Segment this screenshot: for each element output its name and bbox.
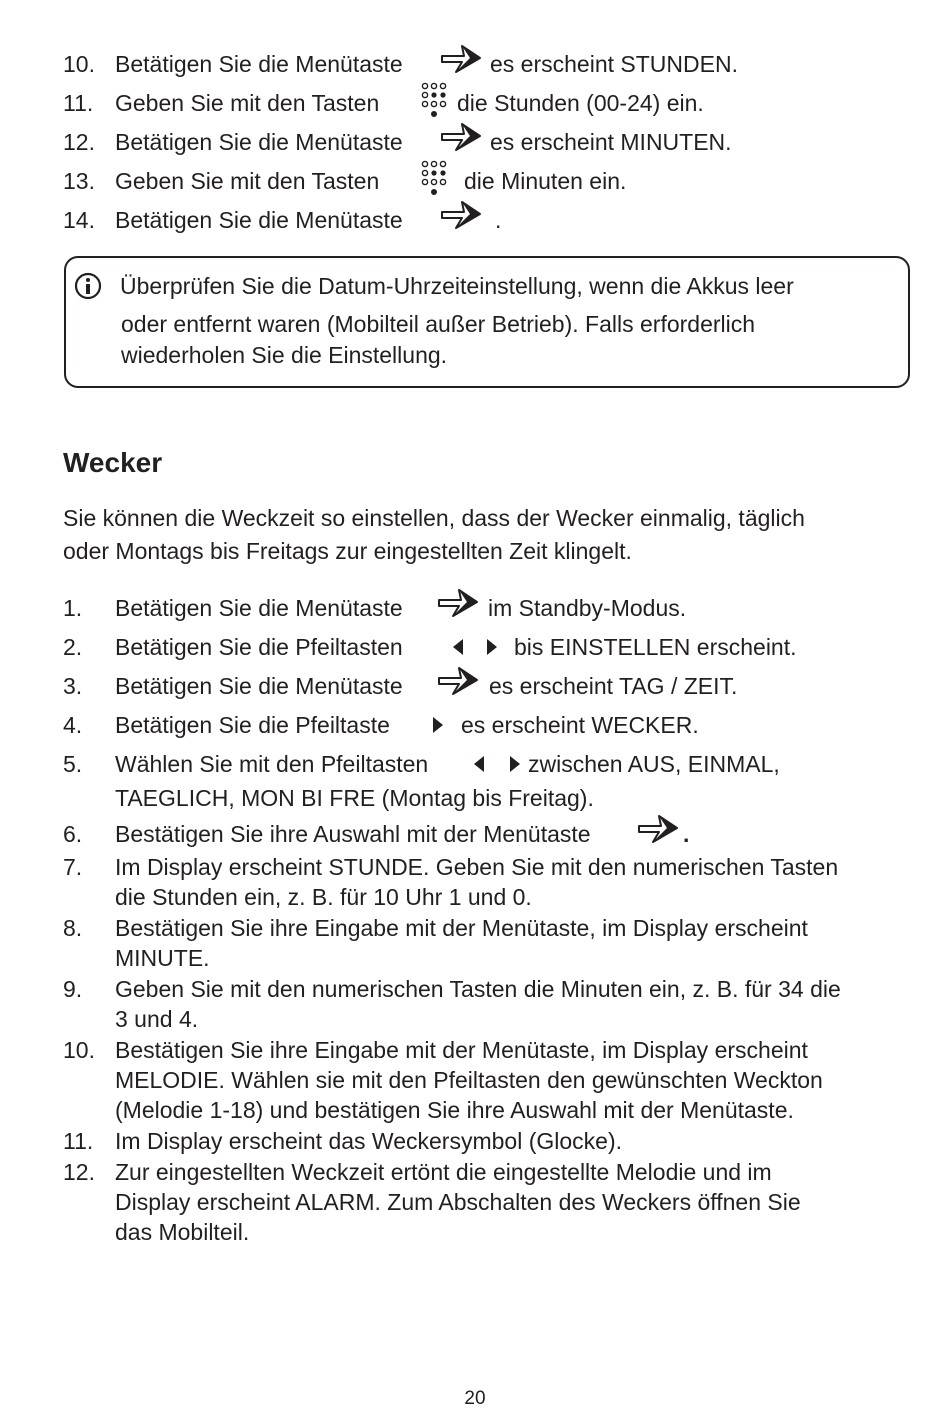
menu-key-icon xyxy=(440,198,482,232)
step-line: die Stunden ein, z. B. für 10 Uhr 1 und 0. xyxy=(115,884,532,910)
keypad-icon xyxy=(421,160,447,200)
step-line: 3 und 4. xyxy=(115,1006,199,1032)
step-text: Betätigen Sie die Menütaste xyxy=(115,129,403,155)
step-line: Bestätigen Sie ihre Eingabe mit der Menütaste, im Display erscheint xyxy=(115,1037,808,1063)
step-number: 10. xyxy=(63,1037,95,1063)
step-text-after: es erscheint MINUTEN. xyxy=(490,129,732,155)
note-line: wiederholen Sie die Einstellung. xyxy=(121,342,448,368)
step-line: Im Display erscheint STUNDE. Geben Sie mit den numerischen Tasten xyxy=(115,854,839,880)
intro-line: oder Montags bis Freitags zur eingestellten Zeit klingelt. xyxy=(63,538,632,564)
step-text-after: die Stunden (00-24) ein. xyxy=(457,90,704,116)
step-line: (Melodie 1-18) und bestätigen Sie ihre Auswahl mit der Menütaste. xyxy=(115,1097,794,1123)
step-text-cont: TAEGLICH, MON BI FRE (Montag bis Freitag). xyxy=(115,785,594,811)
step-text-after: im Standby-Modus. xyxy=(488,595,687,621)
step-number: 10. xyxy=(63,51,95,77)
step-text: Wählen Sie mit den Pfeiltasten xyxy=(115,751,429,777)
keypad-icon xyxy=(421,82,447,122)
step-text-after: es erscheint WECKER. xyxy=(461,712,699,738)
step-line: Zur eingestellten Weckzeit ertönt die eingestellte Melodie und im xyxy=(115,1159,772,1185)
menu-key-icon xyxy=(440,42,482,76)
step-number: 12. xyxy=(63,129,95,155)
arrow-left-icon xyxy=(472,754,486,774)
menu-key-icon xyxy=(437,586,479,620)
arrow-right-icon xyxy=(508,754,522,774)
step-number: 12. xyxy=(63,1159,95,1185)
step-text: Betätigen Sie die Menütaste xyxy=(115,51,403,77)
info-icon xyxy=(74,272,102,300)
step-number: 11. xyxy=(63,1128,94,1154)
step-number: 5. xyxy=(63,751,83,777)
step-text-after: die Minuten ein. xyxy=(464,168,627,194)
step-line: Geben Sie mit den numerischen Tasten die Minuten ein, z. B. für 34 die xyxy=(115,976,841,1002)
step-text-after: zwischen AUS, EINMAL, xyxy=(528,751,780,777)
step-number: 6. xyxy=(63,821,83,847)
menu-key-icon xyxy=(440,120,482,154)
step-line: MINUTE. xyxy=(115,945,210,971)
step-text: Betätigen Sie die Menütaste xyxy=(115,207,403,233)
step-number: 14. xyxy=(63,207,95,233)
step-text: Betätigen Sie die Menütaste xyxy=(115,595,403,621)
note-line: oder entfernt waren (Mobilteil außer Betrieb). Falls erforderlich xyxy=(121,311,756,337)
step-number: 8. xyxy=(63,915,83,941)
note-line: Überprüfen Sie die Datum-Uhrzeiteinstellung, wenn die Akkus leer xyxy=(120,273,794,299)
step-number: 13. xyxy=(63,168,95,194)
page-number: 20 xyxy=(464,1388,486,1409)
step-line: Bestätigen Sie ihre Eingabe mit der Menütaste, im Display erscheint xyxy=(115,915,808,941)
arrow-right-icon xyxy=(485,637,499,657)
section-heading: Wecker xyxy=(63,447,163,478)
step-number: 4. xyxy=(63,712,83,738)
step-line: Display erscheint ALARM. Zum Abschalten des Weckers öffnen Sie xyxy=(115,1189,801,1215)
step-number: 2. xyxy=(63,634,83,660)
step-text: Betätigen Sie die Pfeiltasten xyxy=(115,634,403,660)
step-text: Bestätigen Sie ihre Auswahl mit der Menütaste xyxy=(115,821,591,847)
arrow-left-icon xyxy=(451,637,465,657)
menu-key-icon xyxy=(437,664,479,698)
arrow-right-icon xyxy=(431,715,445,735)
step-text: Betätigen Sie die Menütaste xyxy=(115,673,403,699)
step-text: Betätigen Sie die Pfeiltaste xyxy=(115,712,390,738)
step-line: das Mobilteil. xyxy=(115,1219,250,1245)
step-line: Im Display erscheint das Weckersymbol (Glocke). xyxy=(115,1128,622,1154)
step-number: 9. xyxy=(63,976,83,1002)
step-number: 3. xyxy=(63,673,83,699)
step-text-after: es erscheint STUNDEN. xyxy=(490,51,738,77)
step-number: 1. xyxy=(63,595,83,621)
step-text: Geben Sie mit den Tasten xyxy=(115,90,380,116)
step-text: Geben Sie mit den Tasten xyxy=(115,168,380,194)
step-text-after: . xyxy=(495,207,502,233)
step-line: MELODIE. Wählen sie mit den Pfeiltasten den gewünschten Weckton xyxy=(115,1067,823,1093)
step-text-after: bis EINSTELLEN erscheint. xyxy=(514,634,797,660)
step-number: 11. xyxy=(63,90,94,116)
menu-key-icon xyxy=(637,812,679,846)
intro-line: Sie können die Weckzeit so einstellen, dass der Wecker einmalig, täglich xyxy=(63,505,805,531)
step-text-after: . xyxy=(683,821,690,847)
step-number: 7. xyxy=(63,854,83,880)
step-text-after: es erscheint TAG / ZEIT. xyxy=(489,673,738,699)
